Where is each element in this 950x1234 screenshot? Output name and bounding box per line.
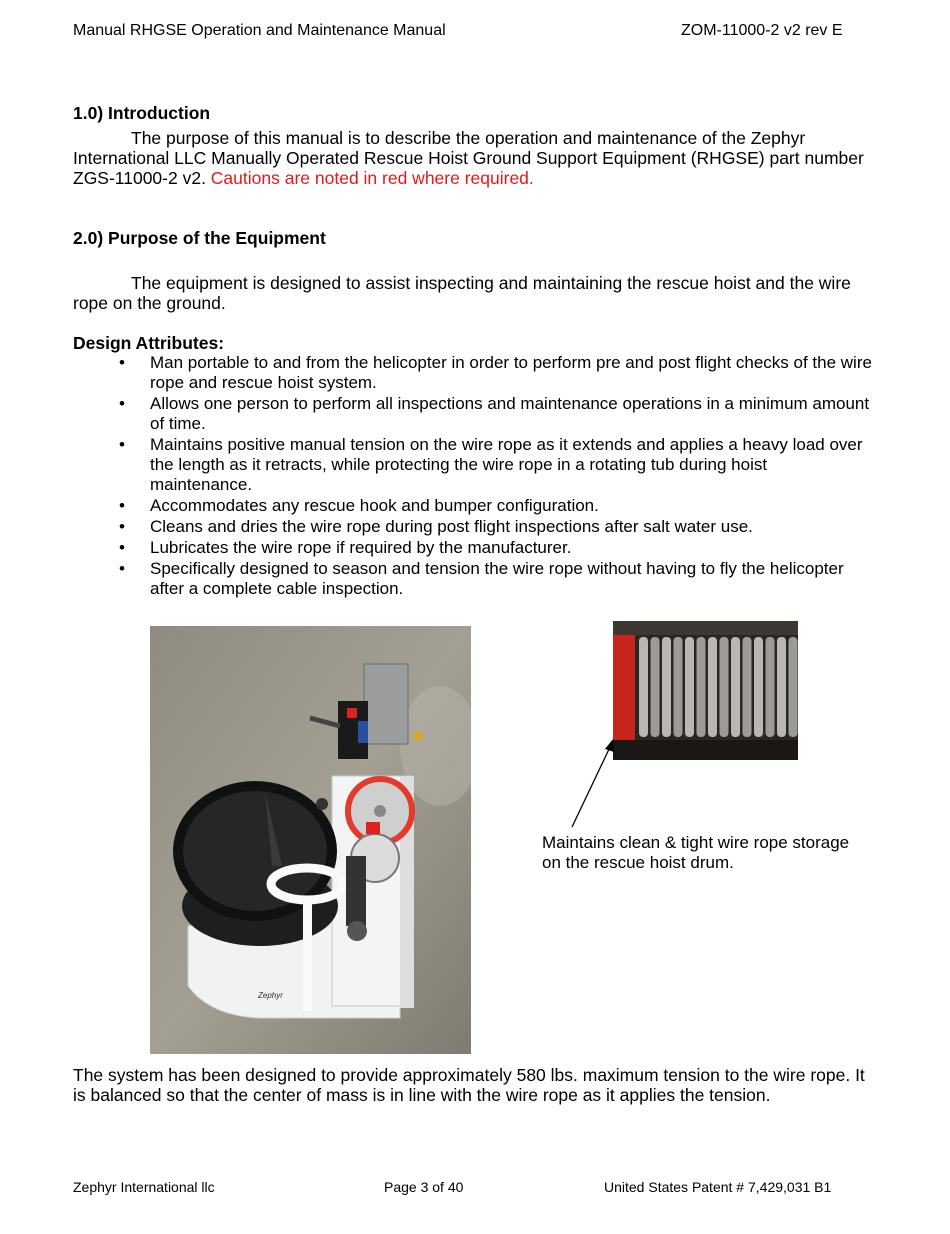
wire-rope-strand — [685, 637, 694, 737]
machine-brand-label: Zephyr — [258, 991, 283, 1000]
wire-rope-strand — [789, 637, 798, 737]
bullet: • — [119, 496, 125, 515]
header-doc-number: ZOM-11000-2 v2 rev E — [681, 22, 843, 39]
wire-rope-strand — [743, 637, 752, 737]
bullet: • — [119, 353, 125, 372]
wire-rope-strand — [708, 637, 717, 737]
list-item — [73, 435, 873, 495]
hoist-drum-photo — [613, 621, 798, 760]
closing-paragraph: The system has been designed to provide approximately 580 lbs. maximum tension to the wire rope. It is balanced so that the center of mass is in line with the wire rope as it applies the tension. — [73, 1065, 865, 1105]
wire-rope-strand — [766, 637, 775, 737]
wire-rope-strand — [697, 637, 706, 737]
bullet: • — [119, 538, 125, 557]
list-item-text: Man portable to and from the helicopter in order to perform pre and post flight checks of the wire rope and rescue hoist system. — [150, 353, 872, 392]
bullet: • — [119, 435, 125, 454]
design-attributes-list — [73, 353, 873, 600]
drum-caption: Maintains clean & tight wire rope storage on the rescue hoist drum. — [542, 833, 850, 872]
caution-note: Cautions are noted in red where required. — [210, 168, 534, 188]
intro-text: The purpose of this manual is to describe the operation and maintenance of the Zephyr International LLC Manually Operated Rescue Hoist Ground Support Equipment (RHGSE) part number ZGS-11000-2 v2. — [73, 128, 864, 188]
wire-rope-strand — [731, 637, 740, 737]
equipment-photo-illustration — [150, 626, 471, 1054]
wire-rope-strand — [651, 637, 660, 737]
footer-page-number: Page 3 of 40 — [384, 1179, 464, 1195]
wire-rope-strand — [639, 637, 648, 737]
list-item — [73, 538, 873, 558]
wire-rope-strand — [777, 637, 786, 737]
purpose-heading: 2.0) Purpose of the Equipment — [73, 228, 326, 248]
bullet: • — [119, 517, 125, 536]
list-item-text: Lubricates the wire rope if required by the manufacturer. — [150, 538, 572, 557]
wire-rope-strand — [674, 637, 683, 737]
list-item — [73, 394, 873, 434]
hoist-drum-illustration — [613, 621, 798, 760]
list-item-text: Accommodates any rescue hook and bumper configuration. — [150, 496, 599, 515]
list-item — [73, 559, 873, 599]
list-item — [73, 496, 873, 516]
callout-arrow-head — [605, 739, 614, 752]
wire-rope-strand — [720, 637, 729, 737]
intro-paragraph — [73, 128, 873, 188]
list-item-text: Specifically designed to season and tension the wire rope without having to fly the helicopter after a complete cable inspection. — [150, 559, 844, 598]
list-item-text: Allows one person to perform all inspections and maintenance operations in a minimum amount of time. — [150, 394, 870, 433]
footer-company: Zephyr International llc — [73, 1179, 215, 1195]
list-item — [73, 353, 873, 393]
wire-rope-strand — [754, 637, 763, 737]
intro-heading: 1.0) Introduction — [73, 103, 211, 123]
list-item-text: Cleans and dries the wire rope during post flight inspections after salt water use. — [150, 517, 753, 536]
list-item-text: Maintains positive manual tension on the wire rope as it extends and applies a heavy load over the length as it retracts, while protecting the wire rope in a rotating tub during hoist maintenance. — [150, 435, 863, 494]
purpose-paragraph: The equipment is designed to assist inspecting and maintaining the rescue hoist and the wire rope on the ground. — [73, 273, 851, 313]
footer-patent: United States Patent # 7,429,031 B1 — [604, 1179, 832, 1195]
wire-rope-strand — [662, 637, 671, 737]
callout-arrow-line — [572, 745, 611, 827]
equipment-photo — [150, 626, 471, 1054]
bullet: • — [119, 559, 125, 578]
list-item — [73, 517, 873, 537]
design-attributes-heading: Design Attributes: — [73, 333, 225, 353]
callout-arrow — [565, 735, 625, 835]
bullet: • — [119, 394, 125, 413]
header-title: Manual RHGSE Operation and Maintenance Manual — [73, 22, 446, 39]
